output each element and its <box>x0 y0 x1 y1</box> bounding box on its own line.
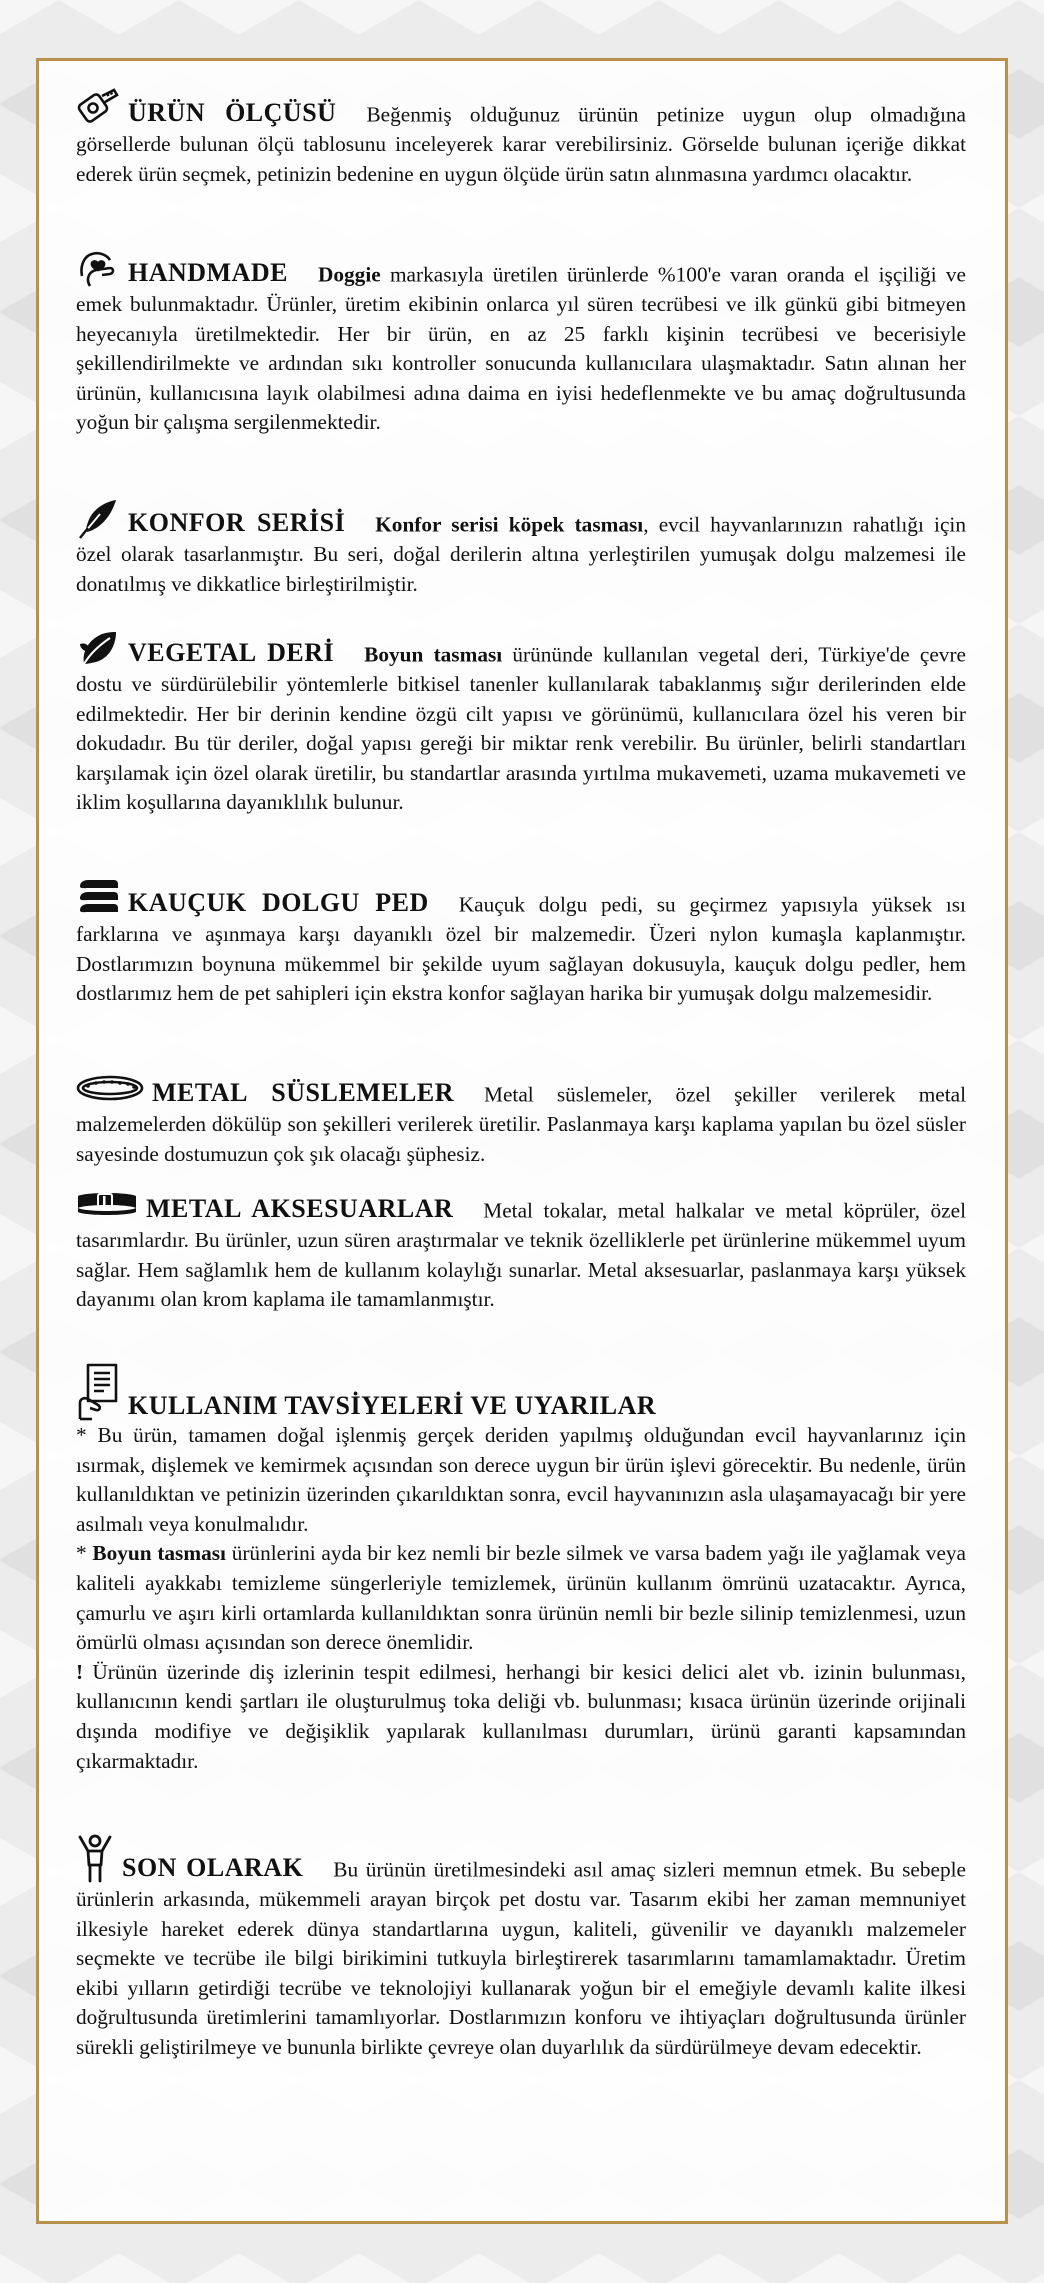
warning-text: Ürünün üzerinde diş izlerinin tespit edilmesi, herhangi bir kesici delici alet vb. izinin bulunması, kullanıcının kendi şartları ile oluşturulmuş toka deliği vb. bulunması; kısaca ürünün üzerinde orijinali dışında modifiye ve değişiklik yapılarak kullanılması durumları, ürünü garanti kapsamından çıkarmaktadır. <box>76 1659 966 1773</box>
section-title: KULLANIM TAVSİYELERİ VE UYARILAR <box>128 1391 657 1421</box>
section-son-olarak <box>76 1833 966 2063</box>
usage-paragraph-2 <box>76 1539 966 1657</box>
section-kaucuk-dolgu-ped <box>76 876 966 1009</box>
padding-layers-icon <box>76 876 120 920</box>
product-name: Boyun tasması <box>364 642 503 667</box>
section-handmade <box>76 246 966 438</box>
section-title: KONFOR SERİSİ <box>128 508 346 538</box>
collar-buckle-icon <box>76 1182 138 1226</box>
handmade-heart-hand-icon <box>76 246 120 290</box>
warning-mark: ! <box>76 1659 84 1684</box>
usage-paragraph-1: * Bu ürün, tamamen doğal işlenmiş gerçek deriden yapılmış olduğundan evcil hayvanlarınız için ısırmak, dişlemek ve kemirmek açısından son derece uygun bir ürün işlevi görecektir. Bu nedenle, ürün kullanıldıktan ve petinizin üzerinden çıkarıldıktan sonra, evcil hayvanınızın asla ulaşamayacağı bir yere asılmalı veya konulmalıdır. <box>76 1423 966 1536</box>
document-hand-icon <box>76 1361 120 1421</box>
section-metal-aksesuarlar <box>76 1182 966 1315</box>
section-metal-suslemeler <box>76 1066 966 1169</box>
feather-icon <box>76 496 120 540</box>
section-text: Kauçuk dolgu pedi, su geçirmez yapısıyla yüksek ısı farklarına ve aşınmaya karşı dayanıklı özel bir malzemedir. Üzeri nylon kumaşla kaplanmıştır. Dostlarımızın boynuna mükemmel bir şekilde uyum sağlayan dokusuyla, kauçuk dolgu pedler, hem dostlarımız hem de pet sahipleri için ekstra konfor sağlayan harika bir yumuşak dolgu malzemesidir. <box>76 892 966 1006</box>
section-text: ürününde kullanılan vegetal deri, Türkiye'de çevre dostu ve sürdürülebilir yöntemlerle bitkisel tanenler kullanılarak tabaklanmış sığır derilerinden elde edilmektedir. Her bir derinin kendine özgü cilt yapısı ve görünümü, kullanıcılara özel his veren bir dokudadır. Bu tür deriler, doğal yapısı gereği bir miktar renk verebilir. Bu ürünler, belirli standartları karşılamak için özel olarak üretilir, bu standartlar arasında yırtılma mukavemeti, uzama mukavemeti ve iklim koşullarına dayanıklılık bulunur. <box>76 642 966 815</box>
section-title: METAL AKSESUARLAR <box>146 1194 454 1224</box>
section-vegetal-deri <box>76 626 966 818</box>
section-konfor-serisi <box>76 496 966 599</box>
product-name: Boyun tasması <box>92 1541 226 1566</box>
leaf-icon <box>76 626 120 670</box>
brand-name: Doggie <box>318 262 381 287</box>
section-text: Bu ürünün üretilmesindeki asıl amaç sizleri memnun etmek. Bu sebeple ürünlerin arkasında, mükemmeli arayan birçok pet dostu var. Tasarım ekibi her zaman memnuniyet ilkesiyle hareket ederek dünya standartlarına uygun, kaliteli, güvenilir ve dayanıklı malzemeler seçmekte ve tecrübe ile bilgi birikimini tutkuyla birleştirerek tasarımlarını tamamlamaktadır. Üretim ekibi yılların getirdiği tecrübe ve teknolojiyi kullanarak yoğun bir el emeğiyle devamlı kalite ilkesi doğrultusunda üretimlerini tamamlıyorlar. Dostlarımızın konforu ve ihtiyaçları doğrultusunda ürünler sürekli geliştirilmeye ve bununla birlikte çevreye olan duyarlılık da sürdürülmeye devam edecektir. <box>76 1857 966 2059</box>
section-text: , evcil hayvanlarınızın rahatlığı için özel olarak tasarlanmıştır. Bu seri, doğal derilerin altına yerleştirilen yumuşak dolgu malzemesi ile donatılmış ve dikkatlice birleştirilmiştir. <box>76 512 966 596</box>
section-kullanim-tavsiyeleri <box>76 1361 966 1776</box>
warning-paragraph <box>76 1658 966 1776</box>
section-title: VEGETAL DERİ <box>128 638 335 668</box>
section-urun-olcusu <box>76 86 966 189</box>
happy-person-icon <box>76 1833 114 1885</box>
section-title: HANDMADE <box>128 258 288 288</box>
section-text: Metal tokalar, metal halkalar ve metal köprüler, özel tasarımlardır. Bu ürünler, uzun süren araştırmalar ve teknik özelliklerle pet ürünlerine mükemmel uyum sağlar. Hem sağlamlık hem de kullanım kolaylığı sunarlar. Metal aksesuarlar, paslanmaya karşı yüksek dayanımı olan krom kaplama ile tamamlanmıştır. <box>76 1198 966 1312</box>
measuring-tape-icon <box>76 86 120 130</box>
section-text: Beğenmiş olduğunuz ürünün petinize uygun olup olmadığına görsellerde bulunan ölçü tablosunu inceleyerek karar verebilirsiniz. Görselde bulunan içeriğe dikkat ederek ürün seçmek, petinizin bedenine en uygun ölçüde ürün satın alınmasına yardımcı olacaktır. <box>76 102 966 186</box>
product-name: Konfor serisi köpek tasması <box>375 512 644 537</box>
studded-collar-icon <box>76 1066 144 1110</box>
section-header <box>76 1361 656 1421</box>
section-title: SON OLARAK <box>122 1853 304 1883</box>
section-title: ÜRÜN ÖLÇÜSÜ <box>128 98 337 128</box>
section-text: Metal süslemeler, özel şekiller verilerek metal malzemelerden dökülüp son şekilleri verilerek üretilir. Paslanmaya karşı kaplama yapılan bu özel süsler sayesinde dostumuzun çok şık olacağı şüphesiz. <box>76 1082 966 1166</box>
usage-paragraph-2-text: ürünlerini ayda bir kez nemli bir bezle silmek ve varsa badem yağı ile yağlamak veya kaliteli ayakkabı temizleme süngerleriyle temizlemek, ürünün kullanım ömrünü uzatacaktır. Ayrıca, çamurlu ve aşırı kirli ortamlarda kullanıldıktan sonra ürünün nemli bir bezle silinip temizlenmesi, uzun ömürlü olması açısından son derece önemlidir. <box>76 1541 966 1655</box>
section-text: markasıyla üretilen ürünlerde %100'e varan oranda el işçiliği ve emek bulunmaktadır. Ürünler, üretim ekibinin onlarca yıl süren tecrübesi ve ilk günkü gibi bitmeyen heyecanıyla üretilmektedir. Her bir ürün, en az 25 farklı kişinin tecrübesi ve becerisiyle şekillendirilmekte ve ardından sıkı kontroller sonucunda kullanıcılara ulaşmaktadır. Satın alınan her ürünün, kullanıcısına layık olabilmesi adına daima en iyisi hedeflenmekte ve bu amaç doğrultusunda yoğun bir çalışma sergilenmektedir. <box>76 262 966 435</box>
bullet-star: * <box>76 1541 93 1566</box>
section-title: KAUÇUK DOLGU PED <box>128 888 429 918</box>
section-title: METAL SÜSLEMELER <box>152 1078 455 1108</box>
